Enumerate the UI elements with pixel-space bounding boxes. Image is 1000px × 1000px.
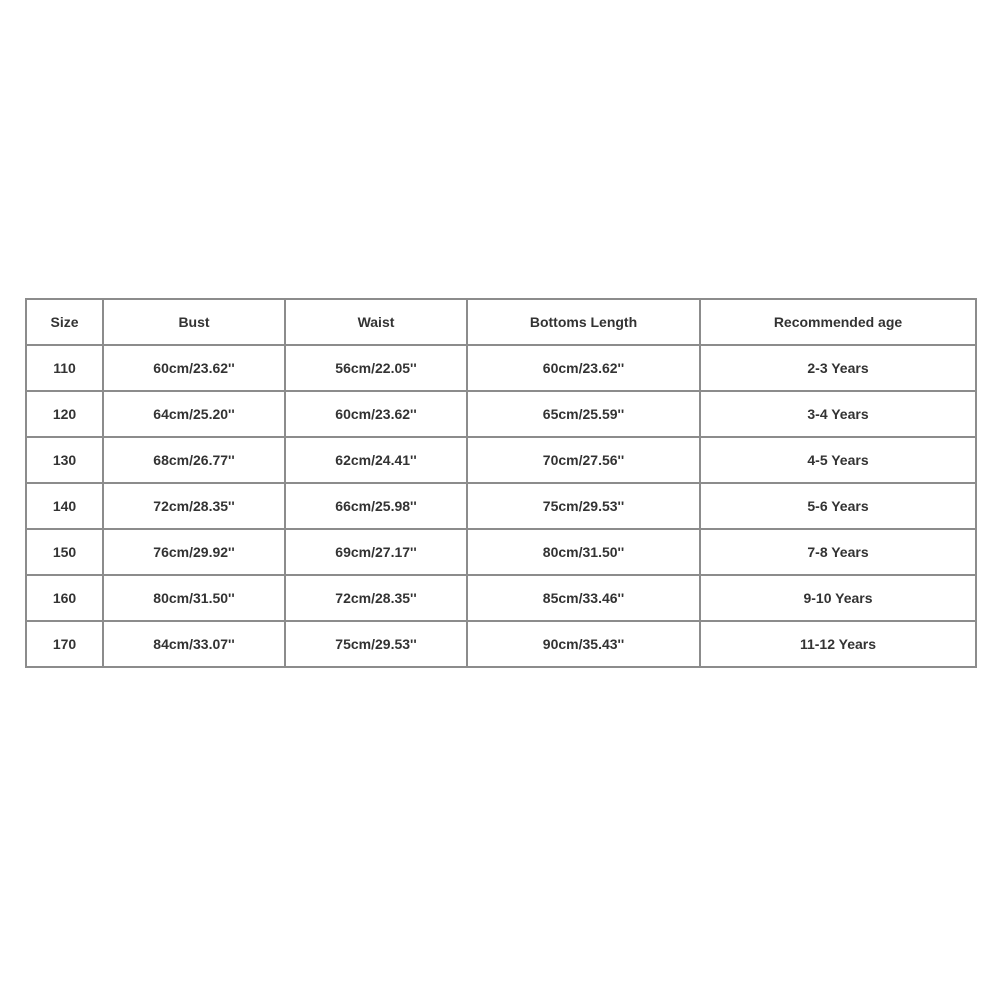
cell-bust: 72cm/28.35'' — [103, 483, 285, 529]
cell-waist: 62cm/24.41'' — [285, 437, 467, 483]
table-row — [26, 391, 976, 437]
cell-size: 150 — [26, 529, 103, 575]
cell-bottoms-length: 60cm/23.62'' — [467, 345, 700, 391]
cell-bottoms-length: 65cm/25.59'' — [467, 391, 700, 437]
cell-recommended-age: 3-4 Years — [700, 391, 976, 437]
cell-recommended-age: 4-5 Years — [700, 437, 976, 483]
table-row — [26, 575, 976, 621]
table-row — [26, 483, 976, 529]
cell-recommended-age: 11-12 Years — [700, 621, 976, 667]
cell-waist: 72cm/28.35'' — [285, 575, 467, 621]
cell-bottoms-length: 85cm/33.46'' — [467, 575, 700, 621]
cell-bust: 80cm/31.50'' — [103, 575, 285, 621]
cell-bottoms-length: 75cm/29.53'' — [467, 483, 700, 529]
cell-recommended-age: 9-10 Years — [700, 575, 976, 621]
cell-size: 130 — [26, 437, 103, 483]
cell-waist: 56cm/22.05'' — [285, 345, 467, 391]
size-chart-table — [25, 298, 977, 668]
cell-bottoms-length: 70cm/27.56'' — [467, 437, 700, 483]
header-bust: Bust — [103, 299, 285, 345]
cell-size: 120 — [26, 391, 103, 437]
cell-waist: 75cm/29.53'' — [285, 621, 467, 667]
cell-bottoms-length: 90cm/35.43'' — [467, 621, 700, 667]
header-row — [26, 299, 976, 345]
cell-bottoms-length: 80cm/31.50'' — [467, 529, 700, 575]
header-bottoms-length: Bottoms Length — [467, 299, 700, 345]
cell-bust: 64cm/25.20'' — [103, 391, 285, 437]
cell-size: 160 — [26, 575, 103, 621]
cell-size: 110 — [26, 345, 103, 391]
cell-recommended-age: 5-6 Years — [700, 483, 976, 529]
header-recommended-age: Recommended age — [700, 299, 976, 345]
cell-bust: 76cm/29.92'' — [103, 529, 285, 575]
header-size: Size — [26, 299, 103, 345]
cell-size: 170 — [26, 621, 103, 667]
table-row — [26, 345, 976, 391]
table-row — [26, 529, 976, 575]
cell-size: 140 — [26, 483, 103, 529]
table-row — [26, 621, 976, 667]
cell-waist: 69cm/27.17'' — [285, 529, 467, 575]
cell-waist: 66cm/25.98'' — [285, 483, 467, 529]
table-row — [26, 437, 976, 483]
header-waist: Waist — [285, 299, 467, 345]
cell-recommended-age: 7-8 Years — [700, 529, 976, 575]
cell-bust: 60cm/23.62'' — [103, 345, 285, 391]
cell-bust: 68cm/26.77'' — [103, 437, 285, 483]
cell-recommended-age: 2-3 Years — [700, 345, 976, 391]
cell-bust: 84cm/33.07'' — [103, 621, 285, 667]
cell-waist: 60cm/23.62'' — [285, 391, 467, 437]
